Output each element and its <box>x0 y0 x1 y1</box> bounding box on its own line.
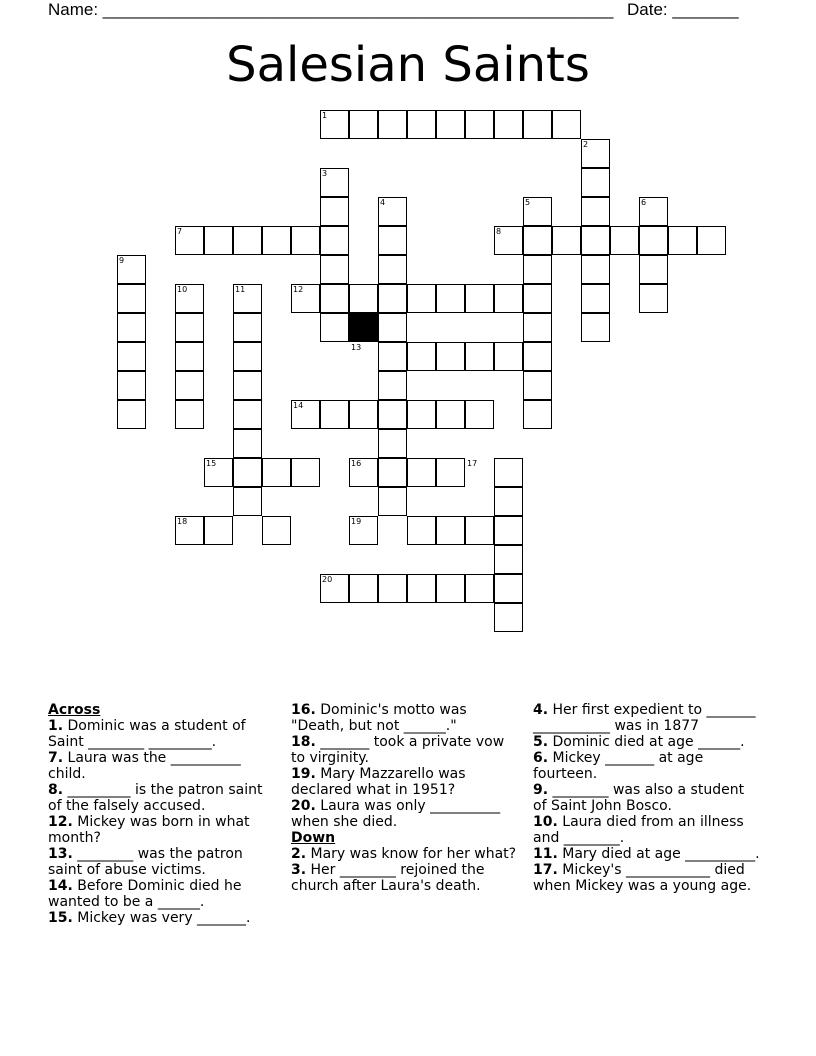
grid-cell[interactable] <box>494 545 523 574</box>
grid-cell[interactable] <box>436 342 465 371</box>
clue-text: Dominic died at age ______. <box>548 734 745 750</box>
grid-cell[interactable] <box>175 342 204 371</box>
clue-item <box>48 878 270 910</box>
clue-text: _________ is the patron saint of the falsely accused. <box>48 782 263 814</box>
grid-cell[interactable] <box>320 284 349 313</box>
grid-cell[interactable] <box>581 255 610 284</box>
clue-number: 2. <box>291 846 307 862</box>
grid-cell[interactable] <box>378 342 407 371</box>
grid-cell[interactable] <box>291 458 320 487</box>
clue-number: 17. <box>533 862 558 878</box>
grid-cell[interactable] <box>494 603 523 632</box>
clue-number-label: 4 <box>380 198 386 207</box>
clue-text: Laura died from an illness and ________. <box>533 814 744 846</box>
grid-cell[interactable] <box>494 284 523 313</box>
grid-cell[interactable] <box>233 487 262 516</box>
clues-column-2 <box>291 702 521 894</box>
grid-cell[interactable] <box>523 226 552 255</box>
grid-cell[interactable] <box>494 516 523 545</box>
grid-cell[interactable] <box>349 400 378 429</box>
clue-text: ________ was the patron saint of abuse victims. <box>48 846 243 878</box>
clue-number: 15. <box>48 910 73 926</box>
clue-item <box>48 750 270 782</box>
clue-text: Mary died at age __________. <box>557 846 760 862</box>
grid-cell[interactable] <box>523 255 552 284</box>
grid-cell[interactable] <box>465 342 494 371</box>
grid-cell[interactable] <box>407 516 436 545</box>
grid-cell[interactable] <box>436 400 465 429</box>
clues-column-1 <box>48 702 270 926</box>
grid-cell[interactable] <box>175 371 204 400</box>
grid-cell[interactable] <box>378 255 407 284</box>
clue-number-label: 15 <box>206 459 217 468</box>
grid-cell[interactable] <box>436 458 465 487</box>
clue-text: Dominic was a student of Saint ________ _________. <box>48 718 246 750</box>
clue-number-label: 8 <box>496 227 502 236</box>
grid-cell[interactable] <box>262 516 291 545</box>
clue-number: 12. <box>48 814 73 830</box>
grid-cell[interactable] <box>581 313 610 342</box>
clue-number-label: 7 <box>177 227 183 236</box>
grid-cell[interactable] <box>349 284 378 313</box>
date-field-label: Date: _______ <box>627 0 739 19</box>
grid-cell[interactable] <box>407 342 436 371</box>
clue-number-label: 17 <box>467 459 478 468</box>
grid-cell[interactable] <box>378 110 407 139</box>
grid-cell[interactable] <box>320 400 349 429</box>
clue-number: 19. <box>291 766 316 782</box>
clue-number: 13. <box>48 846 73 862</box>
grid-cell[interactable] <box>523 342 552 371</box>
clue-item <box>48 814 270 846</box>
across-heading: Across <box>48 702 101 718</box>
clue-number: 6. <box>533 750 549 766</box>
grid-cell[interactable] <box>378 458 407 487</box>
grid-cell[interactable] <box>291 226 320 255</box>
grid-cell[interactable] <box>465 574 494 603</box>
grid-cell[interactable] <box>204 516 233 545</box>
clue-text: Her first expedient to _______ ___________ was in 1877 <box>533 702 756 734</box>
clue-number: 1. <box>48 718 64 734</box>
grid-cell[interactable] <box>494 574 523 603</box>
clue-item <box>291 862 521 894</box>
grid-cell[interactable] <box>378 400 407 429</box>
grid-cell[interactable] <box>117 400 146 429</box>
clue-item <box>291 798 521 830</box>
grid-cell[interactable] <box>262 226 291 255</box>
clue-number-label: 2 <box>583 140 589 149</box>
clue-number-label: 6 <box>641 198 647 207</box>
clue-item <box>291 846 521 862</box>
clue-text: Mickey was born in what month? <box>48 814 250 846</box>
clue-number: 14. <box>48 878 73 894</box>
clue-number-label: 13 <box>351 343 362 352</box>
grid-cell[interactable] <box>494 487 523 516</box>
grid-cell[interactable] <box>262 458 291 487</box>
grid-cell[interactable] <box>436 110 465 139</box>
grid-cell[interactable] <box>581 197 610 226</box>
clue-number-label: 3 <box>322 169 328 178</box>
clue-text: Mickey's ____________ died when Mickey was a young age. <box>533 862 752 894</box>
grid-cell[interactable] <box>407 458 436 487</box>
clue-item <box>48 846 270 878</box>
clue-text: Mary Mazzarello was declared what in 1951? <box>291 766 466 798</box>
clue-number: 20. <box>291 798 316 814</box>
grid-cell[interactable] <box>668 226 697 255</box>
clue-number-label: 1 <box>322 111 328 120</box>
grid-cell[interactable] <box>581 168 610 197</box>
clue-item <box>48 718 270 750</box>
clue-number-label: 19 <box>351 517 362 526</box>
grid-cell[interactable] <box>697 226 726 255</box>
grid-cell[interactable] <box>378 371 407 400</box>
grid-cell[interactable] <box>465 516 494 545</box>
clue-number: 16. <box>291 702 316 718</box>
clue-number: 18. <box>291 734 316 750</box>
grid-cell[interactable] <box>117 371 146 400</box>
grid-cell[interactable] <box>407 400 436 429</box>
grid-cell[interactable] <box>407 574 436 603</box>
grid-cell[interactable] <box>465 400 494 429</box>
clue-text: Mickey _______ at age fourteen. <box>533 750 704 782</box>
grid-cell[interactable] <box>523 110 552 139</box>
grid-cell[interactable] <box>349 574 378 603</box>
grid-cell[interactable] <box>465 110 494 139</box>
clue-text: Mickey was very _______. <box>72 910 251 926</box>
grid-cell[interactable] <box>175 400 204 429</box>
grid-cell[interactable] <box>465 284 494 313</box>
clue-item <box>533 782 761 814</box>
grid-cell[interactable] <box>523 284 552 313</box>
clue-number: 3. <box>291 862 307 878</box>
clue-number: 9. <box>533 782 549 798</box>
grid-cell[interactable] <box>117 313 146 342</box>
grid-cell[interactable] <box>233 429 262 458</box>
clue-number: 4. <box>533 702 549 718</box>
grid-cell[interactable] <box>233 400 262 429</box>
clue-number-label: 20 <box>322 575 333 584</box>
clue-number-label: 14 <box>293 401 304 410</box>
grid-cell[interactable] <box>233 342 262 371</box>
clue-number: 8. <box>48 782 64 798</box>
clue-item <box>48 910 270 926</box>
clue-text: Mary was know for her what? <box>306 846 517 862</box>
clue-item <box>533 734 761 750</box>
clue-item <box>291 702 521 734</box>
grid-cell[interactable] <box>523 313 552 342</box>
clue-item <box>48 782 270 814</box>
clue-number: 7. <box>48 750 64 766</box>
clue-number-label: 18 <box>177 517 188 526</box>
grid-cell[interactable] <box>436 574 465 603</box>
grid-cell[interactable] <box>320 197 349 226</box>
grid-cell[interactable] <box>378 574 407 603</box>
grid-cell[interactable] <box>581 284 610 313</box>
clue-item <box>291 766 521 798</box>
clue-text: Laura was only __________ when she died. <box>291 798 501 830</box>
grid-cell[interactable] <box>117 342 146 371</box>
grid-cell[interactable] <box>233 313 262 342</box>
grid-cell[interactable] <box>639 226 668 255</box>
grid-cell[interactable] <box>639 255 668 284</box>
grid-cell[interactable] <box>233 226 262 255</box>
grid-cell[interactable] <box>320 226 349 255</box>
clue-text: ________ was also a student of Saint John Bosco. <box>533 782 745 814</box>
grid-cell[interactable] <box>320 313 349 342</box>
grid-cell[interactable] <box>436 284 465 313</box>
grid-cell[interactable] <box>436 516 465 545</box>
clue-text: Her ________ rejoined the church after Laura's death. <box>291 862 485 894</box>
name-field-label: Name: ______________________________________________________ <box>48 0 614 19</box>
clue-item <box>533 846 761 862</box>
clue-text: Dominic's motto was "Death, but not ______." <box>291 702 467 734</box>
clue-item <box>533 750 761 782</box>
grid-cell[interactable] <box>378 487 407 516</box>
clue-number: 11. <box>533 846 558 862</box>
clue-item <box>533 814 761 846</box>
clue-number-label: 5 <box>525 198 531 207</box>
grid-cell[interactable] <box>349 110 378 139</box>
clue-text: Laura was the __________ child. <box>48 750 241 782</box>
grid-cell[interactable] <box>378 226 407 255</box>
grid-cell[interactable] <box>523 371 552 400</box>
clues-column-3 <box>533 702 761 894</box>
down-heading: Down <box>291 830 336 846</box>
grid-cell[interactable] <box>320 255 349 284</box>
grid-cell[interactable] <box>523 400 552 429</box>
clue-number: 5. <box>533 734 549 750</box>
grid-cell[interactable] <box>175 313 204 342</box>
grid-cell[interactable] <box>233 458 262 487</box>
clue-item <box>291 734 521 766</box>
clue-number-label: 12 <box>293 285 304 294</box>
grid-cell[interactable] <box>233 371 262 400</box>
clue-number: 10. <box>533 814 558 830</box>
grid-cell[interactable] <box>117 284 146 313</box>
grid-cell[interactable] <box>581 226 610 255</box>
clue-text: _______ took a private vow to virginity. <box>291 734 505 766</box>
grid-cell[interactable] <box>378 313 407 342</box>
clue-number-label: 10 <box>177 285 188 294</box>
clue-number-label: 16 <box>351 459 362 468</box>
grid-cell[interactable] <box>407 284 436 313</box>
grid-cell[interactable] <box>639 284 668 313</box>
grid-cell[interactable] <box>204 226 233 255</box>
grid-cell[interactable] <box>407 110 436 139</box>
grid-cell[interactable] <box>494 458 523 487</box>
clue-number-label: 9 <box>119 256 125 265</box>
grid-cell[interactable] <box>378 284 407 313</box>
grid-cell[interactable] <box>610 226 639 255</box>
clue-text: Before Dominic died he wanted to be a ______. <box>48 878 242 910</box>
black-cell <box>349 313 378 342</box>
grid-cell[interactable] <box>552 226 581 255</box>
grid-cell[interactable] <box>494 110 523 139</box>
grid-cell[interactable] <box>552 110 581 139</box>
grid-cell[interactable] <box>494 342 523 371</box>
clue-number-label: 11 <box>235 285 246 294</box>
clue-item <box>533 702 761 734</box>
clue-item <box>533 862 761 894</box>
grid-cell[interactable] <box>378 429 407 458</box>
page-title: Salesian Saints <box>226 37 590 93</box>
